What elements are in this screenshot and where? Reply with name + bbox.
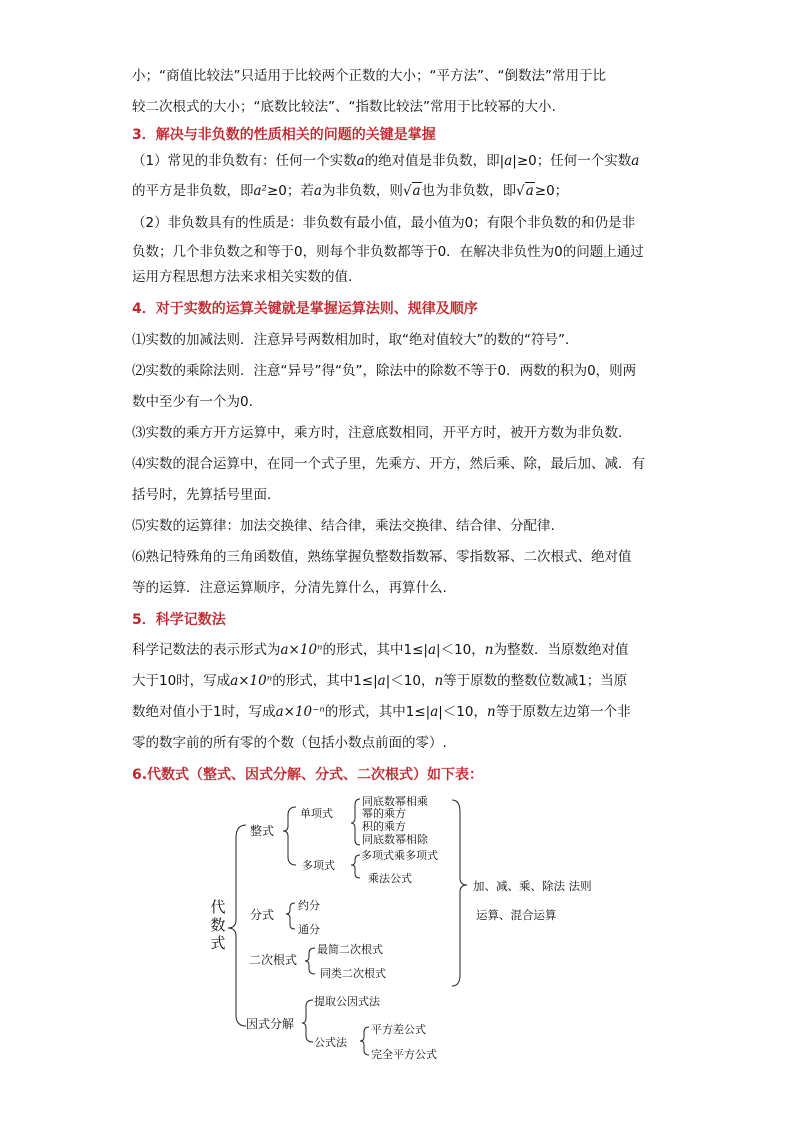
heading-3: 3．解决与非负数的性质相关的问题的关键是掌握 <box>132 127 436 143</box>
text-line-4c: 数中至少有一个为0. <box>132 394 253 410</box>
brace-right <box>452 800 467 986</box>
text-line-3c: （2）非负数具有的性质是：非负数有最小值，最小值为0；有限个非负数的和仍是非 <box>132 215 636 231</box>
text-line-5c: 数绝对值小于1时，写成a×10⁻ⁿ的形式，其中1≤|a|＜10，n等于原数左边第一个非 <box>132 704 631 720</box>
heading-5: 5．科学记数法 <box>132 612 226 628</box>
text-line-4a: ⑴实数的加减法则．注意异号两数相加时，取“绝对值较大”的数的“符号”． <box>132 332 579 348</box>
text-line-3a: （1）常见的非负数有：任何一个实数a的绝对值是非负数，即|a|≥0；任何一个实数a <box>132 153 640 169</box>
text-line-5d: 零的数字前的所有零的个数（包括小数点前面的零）. <box>132 735 447 751</box>
text-line-4d: ⑶实数的乘方开方运算中，乘方时，注意底数相同，开平方时，被开方数为非负数. <box>132 425 623 441</box>
diagram-fen-item-1: 约分 <box>298 899 320 912</box>
brace-fenshi <box>286 903 295 929</box>
brace-zhengshi <box>283 807 296 865</box>
brace-ercigenshi <box>305 948 315 974</box>
diagram-danxiangshi: 单项式 <box>300 807 333 820</box>
text-line-5a: 科学记数法的表示形式为a×10ⁿ的形式，其中1≤|a|＜10，n为整数．当原数绝对值 <box>132 642 629 658</box>
diagram-ercigenshi: 二次根式 <box>249 953 298 967</box>
text-line-4g: ⑸实数的运算律：加法交换律、结合律，乘法交换律、结合律、分配律. <box>132 518 555 534</box>
text-line-3b: 的平方是非负数，即a²≥0；若a为非负数，则√a也为非负数，即√a≥0； <box>132 183 569 199</box>
text-line-2: 较二次根式的大小；“底数比较法”、“指数比较法”常用于比较幂的大小. <box>132 99 556 115</box>
text-line-4b: ⑵实数的乘除法则．注意“异号”得“负”，除法中的除数不等于0．两数的积为0，则两 <box>132 363 637 379</box>
diagram-dan-item-3: 积的乘方 <box>362 820 406 833</box>
diagram-dan-item-4: 同底数幂相除 <box>362 833 428 846</box>
brace-gongshifa <box>360 1027 369 1055</box>
diagram-zhengshi: 整式 <box>250 824 275 838</box>
brace-root <box>228 825 246 1026</box>
diagram-fenshi: 分式 <box>250 908 275 922</box>
diagram-dan-item-2: 幂的乘方 <box>362 807 406 820</box>
text-line-3e: 运用方程思想方法来求相关实数的值. <box>132 269 353 285</box>
text-line-4i: 等的运算．注意运算顺序，分清先算什么，再算什么. <box>132 580 447 596</box>
diagram-duo-item-2: 乘法公式 <box>368 872 412 885</box>
sqrt-symbol: √a <box>402 183 421 199</box>
diagram-gen-item-2: 同类二次根式 <box>320 967 386 980</box>
diagram-gen-item-1: 最简二次根式 <box>317 943 383 956</box>
heading-6: 6.代数式（整式、因式分解、分式、二次根式）如下表： <box>132 767 484 783</box>
heading-4: 4．对于实数的运算关键就是掌握运算法则、规律及顺序 <box>132 301 478 317</box>
diagram-fen-item-2: 通分 <box>298 923 320 936</box>
text-line-1: 小；“商值比较法”只适用于比较两个正数的大小；“平方法”、“倒数法”常用于比 <box>132 68 606 84</box>
text-line-5b: 大于10时，写成a×10ⁿ的形式，其中1≤|a|＜10，n等于原数的整数位数减1；当原 <box>132 673 628 689</box>
diagram-yinshifenjie: 因式分解 <box>246 1017 295 1031</box>
diagram-gongshifa-item-2: 完全平方公式 <box>371 1048 437 1061</box>
diagram-yin-item-1: 提取公因式法 <box>314 995 380 1008</box>
text-line-3d: 负数；几个非负数之和等于0，则每个非负数都等于0．在解决非负性为0的问题上通过 <box>132 244 644 260</box>
diagram-result-line-1: 加、减、乘、除法 法则 <box>473 879 592 893</box>
text-line-4f: 括号时，先算括号里面． <box>132 487 281 503</box>
diagram-duoxiangshi: 多项式 <box>302 859 335 872</box>
diagram-gongshifa-item-1: 平方差公式 <box>371 1023 426 1036</box>
text-line-4e: ⑷实数的混合运算中，在同一个式子里，先乘方、开方，然后乘、除，最后加、减．有 <box>132 456 645 472</box>
brace-duoxiangshi <box>351 855 360 878</box>
diagram-root-label: 代数式 <box>210 898 226 952</box>
diagram-dan-item-1: 同底数幂相乘 <box>362 795 428 808</box>
diagram-duo-item-1: 多项式乘多项式 <box>361 849 438 862</box>
brace-danxiangshi <box>351 799 360 845</box>
text-line-4h: ⑹熟记特殊角的三角函数值，熟练掌握负整数指数幂、零指数幂、二次根式、绝对值 <box>132 549 632 565</box>
diagram-result-line-2: 运算、混合运算 <box>476 908 557 922</box>
sqrt-symbol: √a <box>516 183 534 199</box>
diagram-yin-item-2: 公式法 <box>314 1036 347 1049</box>
brace-yinshifenjie <box>302 1000 313 1042</box>
